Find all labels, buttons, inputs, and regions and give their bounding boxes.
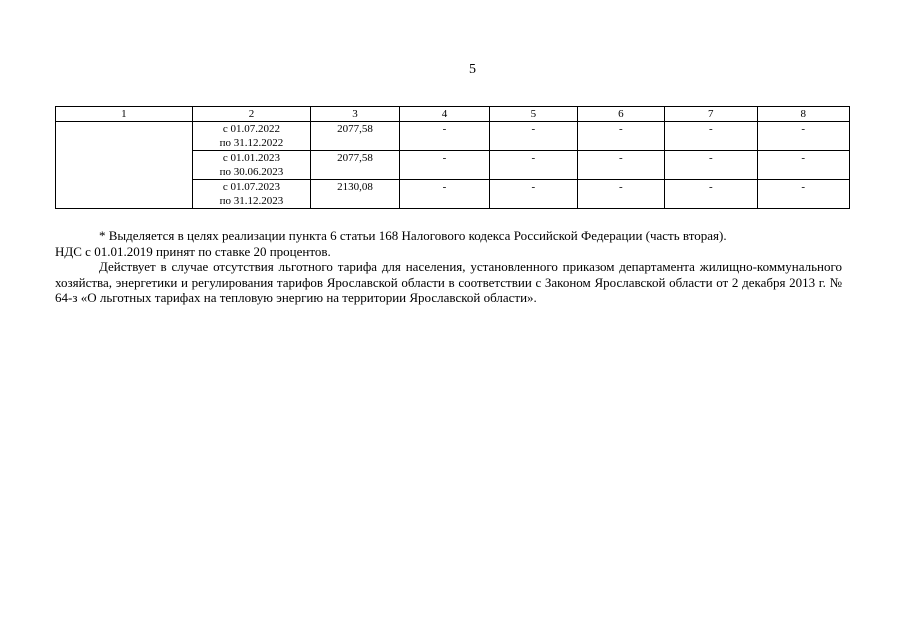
period-to: по 31.12.2023 (219, 195, 284, 207)
table-cell (56, 122, 193, 209)
table-cell: - (757, 122, 850, 151)
table-cell: - (757, 180, 850, 209)
period-cell (192, 151, 311, 180)
table-cell: - (665, 180, 757, 209)
table-cell: - (490, 151, 577, 180)
table-header-row (56, 107, 850, 122)
column-header: 8 (757, 107, 850, 122)
period-to: по 30.06.2023 (219, 166, 284, 178)
table-cell: - (490, 122, 577, 151)
table-cell: - (490, 180, 577, 209)
tariff-table (55, 106, 850, 209)
column-header: 4 (399, 107, 489, 122)
period-to: по 31.12.2022 (219, 137, 284, 149)
column-header: 5 (490, 107, 577, 122)
table-cell: - (665, 122, 757, 151)
table-cell: - (399, 151, 489, 180)
page-number: 5 (469, 62, 476, 77)
table-cell: - (577, 122, 664, 151)
column-header: 6 (577, 107, 664, 122)
tariff-value: 2130,08 (311, 180, 399, 209)
period-from: с 01.07.2022 (222, 123, 281, 135)
column-header: 1 (56, 107, 193, 122)
period-cell (192, 122, 311, 151)
column-header: 2 (192, 107, 311, 122)
column-header: 3 (311, 107, 399, 122)
column-header: 7 (665, 107, 757, 122)
period-from: с 01.01.2023 (222, 152, 281, 164)
table-cell: - (577, 180, 664, 209)
footnote-preferential-tariff: Действует в случае отсутствия льготного тарифа для населения, установленного приказом департамента жилищно-коммунального хозяйства, энергетики и регулирования тарифов Ярославской области в соответствии с Законом Ярославской области от 2 декабря 2013 г. № 64-з «О льготных тарифах на тепловую энергию на территории Ярославской области». (55, 259, 842, 305)
footnote-vat: * Выделяется в целях реализации пункта 6 статьи 168 Налогового кодекса Российской Федерации (часть вторая). (99, 228, 727, 243)
period-from: с 01.07.2023 (222, 181, 281, 193)
table-cell: - (399, 180, 489, 209)
table-cell: - (757, 151, 850, 180)
table-row (56, 122, 850, 151)
table-cell: - (665, 151, 757, 180)
tariff-value: 2077,58 (311, 122, 399, 151)
table-cell: - (399, 122, 489, 151)
table-cell: - (577, 151, 664, 180)
footnote-vat-rate: НДС с 01.01.2019 принят по ставке 20 процентов. (55, 243, 331, 259)
period-cell (192, 180, 311, 209)
footnotes (55, 228, 842, 306)
tariff-value: 2077,58 (311, 151, 399, 180)
